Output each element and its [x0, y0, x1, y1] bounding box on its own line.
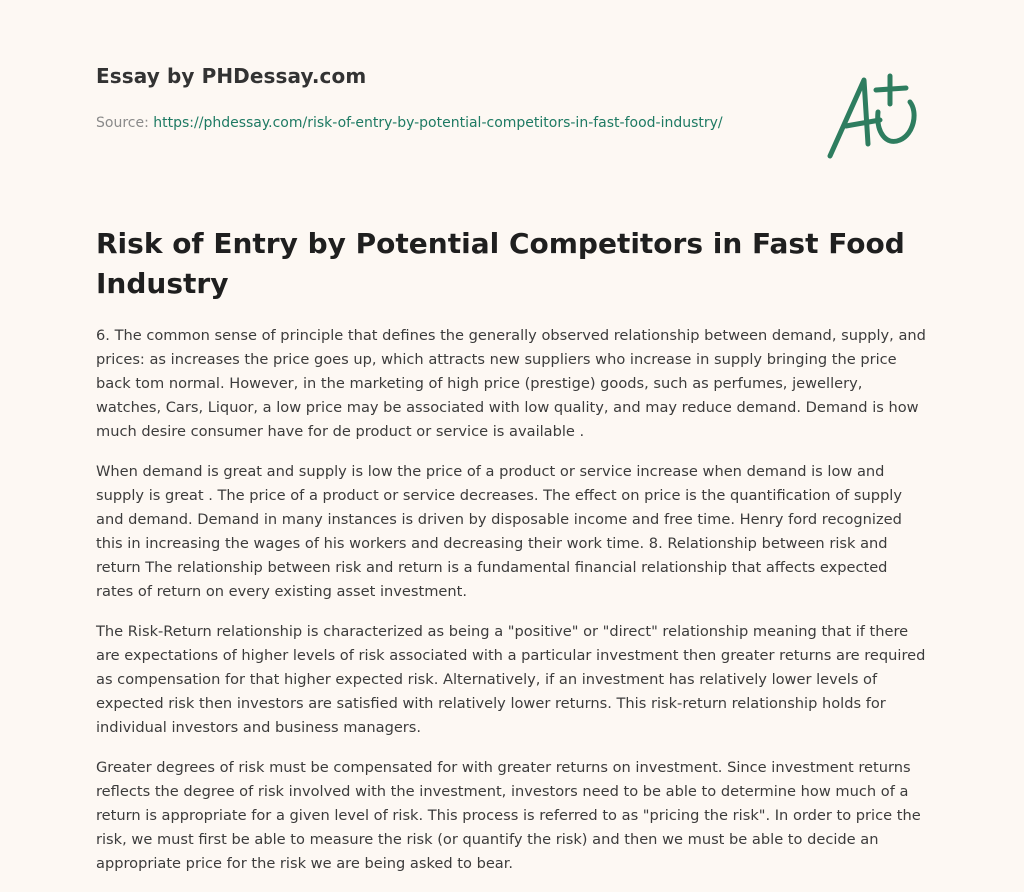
- paragraph: 6. The common sense of principle that defines the generally observed relationship between demand, supply, and prices: as increases the price goes up, which attracts new suppliers who increase in supply bringing the price back tom normal. However, in the marketing of high price (prestige) goods, such as perfumes, jewellery, watches, Cars, Liquor, a low price may be associated with low quality, and may reduce demand. Demand is how much desire consumer have for de product or service is available .: [96, 327, 926, 440]
- paragraph: When demand is great and supply is low the price of a product or service increase when demand is low and supply is great . The price of a product or service decreases. The effect on price is the quantification of supply and demand. Demand in many instances is driven by disposable income and free time. Henry ford recognized this in increasing the wages of his workers and decreasing their work time. 8. Relationship between risk and return The relationship between risk and return is a fundamental financial relationship that affects expected rates of return on every existing asset investment.: [96, 463, 902, 600]
- article-title: Risk of Entry by Potential Competitors in Fast Food Industry: [96, 227, 905, 300]
- paragraph: Greater degrees of risk must be compensated for with greater returns on investment. Since investment returns reflects the degree of risk involved with the investment, investors need to be able to determine how much of a return is appropriate for a given level of risk. This process is referred to as "pricing the risk". In order to price the risk, we must first be able to measure the risk (or quantify the risk) and then we must be able to decide an appropriate price for the risk we are being asked to bear.: [96, 759, 921, 872]
- source-label: Source:: [96, 115, 149, 131]
- site-brand: Essay by PHDessay.com: [96, 64, 367, 88]
- source-link[interactable]: https://phdessay.com/risk-of-entry-by-potential-competitors-in-fast-food-industry/: [153, 115, 723, 131]
- source-line: [96, 112, 736, 134]
- a-plus-logo-icon: [820, 68, 930, 164]
- article-body: [96, 324, 928, 892]
- paragraph: The Risk-Return relationship is characterized as being a "positive" or "direct" relationship meaning that if there are expectations of higher levels of risk associated with a particular investment then greater returns are required as compensation for that higher expected risk. Alternatively, if an investment has relatively lower levels of expected risk then investors are satisfied with relatively lower returns. This risk-return relationship holds for individual investors and business managers.: [96, 623, 926, 736]
